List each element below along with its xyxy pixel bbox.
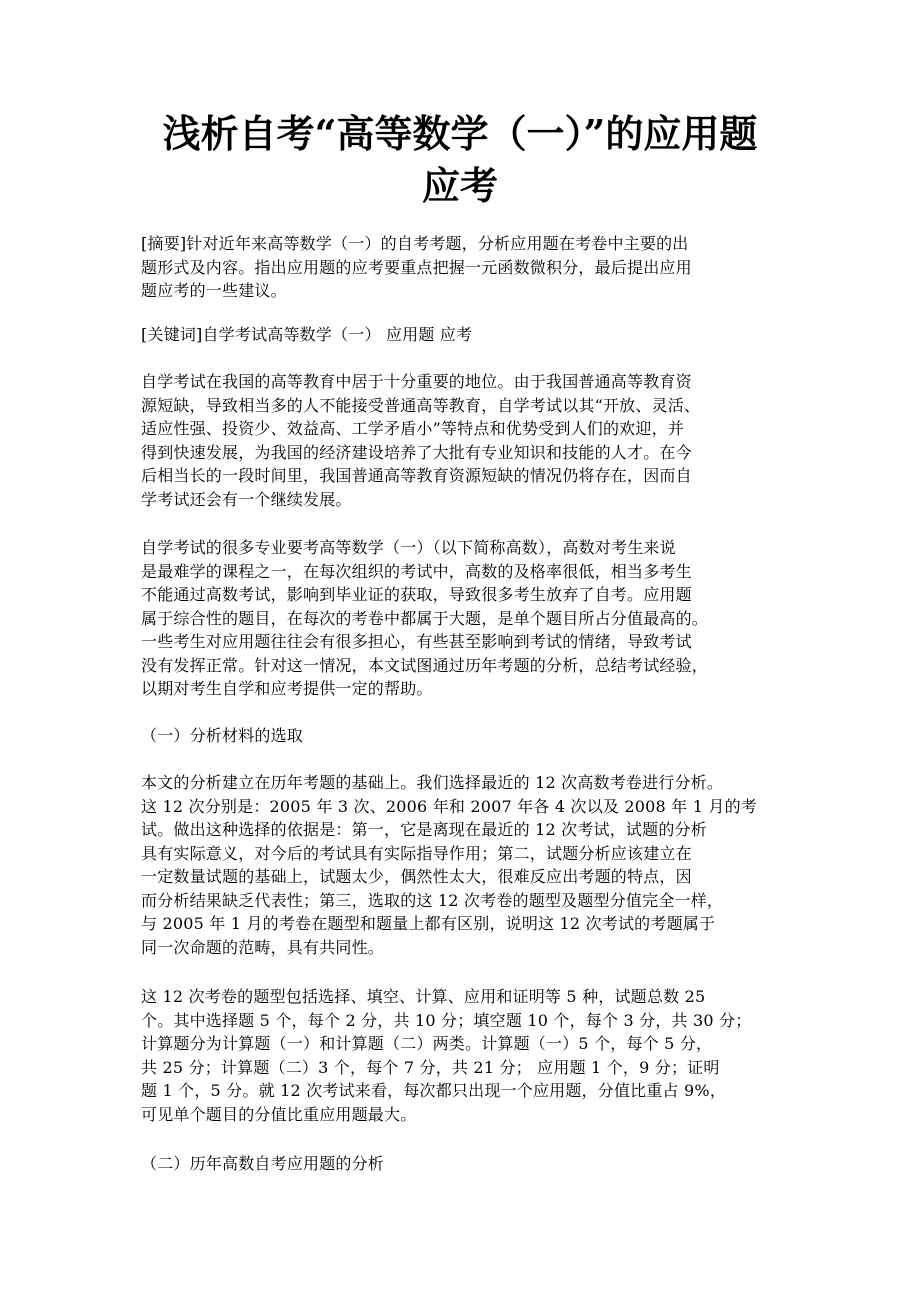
paragraph-line: 不能通过高数考试，影响到毕业证的获取，导致很多考生放弃了自考。应用题 (141, 585, 692, 604)
paragraph-line: 计算题分为计算题（一）和计算题（二）两类。计算题（一）5 个，每个 5 分， (141, 1034, 713, 1053)
paragraph-line: 一些考生对应用题往往会有很多担心，有些甚至影响到考试的情绪，导致考试 (141, 632, 692, 651)
paragraph-line: 可见单个题目的分值比重应用题最大。 (141, 1104, 417, 1124)
paragraph-line: 后相当长的一段时间里，我国普通高等教育资源短缺的情况仍将存在，因而自 (141, 466, 692, 485)
section-heading: （一）分析材料的选取 (141, 726, 304, 745)
paragraph-line: 个。其中选择题 5 个，每个 2 分，共 10 分；填空题 10 个，每个 3 分，共 30 分； (141, 1010, 752, 1030)
paragraph-line: 属于综合性的题目，在每次的考卷中都属于大题，是单个题目所占分值最高的。 (141, 608, 709, 628)
abstract (141, 232, 791, 303)
paragraph-line: 这 12 次分别是：2005 年 3 次、2006 年和 2007 年各 4 次以及 2008 年 1 月的考 (141, 796, 757, 816)
section-heading-1 (141, 724, 791, 748)
paragraph-line: 与 2005 年 1 月的考卷在题型和题量上都有区别，说明这 12 次考试的考题属于 (141, 914, 716, 933)
paragraph-line: 自学考试的很多专业要考高等数学（一）（以下简称高数），高数对考生来说 (141, 538, 676, 557)
abstract-line: 题应考的一些建议。 (141, 281, 287, 300)
keywords (141, 323, 791, 347)
paragraph-question-types (141, 985, 791, 1126)
keywords-line: [关键词]自学考试高等数学（一） 应用题 应考 (141, 325, 473, 344)
abstract-line: [摘要]针对近年来高等数学（一）的自考考题，分析应用题在考卷中主要的出 (141, 234, 689, 253)
paragraph-line: 自学考试在我国的高等教育中居于十分重要的地位。由于我国普通高等教育资 (141, 372, 692, 391)
title-line-1: 浅析自考“高等数学（一）”的应用题 (162, 111, 758, 156)
paragraph-line: 是最难学的课程之一，在每次组织的考试中，高数的及格率很低，相当多考生 (141, 561, 692, 581)
paragraph-line: 得到快速发展，为我国的经济建设培养了大批有专业知识和技能的人才。在今 (141, 442, 692, 462)
paragraph-line: 这 12 次考卷的题型包括选择、填空、计算、应用和证明等 5 种，试题总数 25 (141, 987, 706, 1006)
section-heading-2 (141, 1152, 791, 1176)
paragraph-difficulty (141, 536, 791, 701)
paragraph-intro (141, 370, 791, 511)
paragraph-line: 源短缺，导致相当多的人不能接受普通高等教育，自学考试以其“开放、灵活、 (141, 395, 701, 415)
paragraph-line: 以期对考生自学和应考提供一定的帮助。 (141, 679, 433, 698)
paragraph-line: 而分析结果缺乏代表性；第三，选取的这 12 次考卷的题型及题型分值完全一样， (141, 890, 724, 910)
document-title (100, 108, 820, 212)
paragraph-line: 具有实际意义，对今后的考试具有实际指导作用；第二，试题分析应该建立在 (141, 843, 692, 863)
title-line-2: 应考 (421, 163, 498, 208)
paragraph-line: 适应性强、投资少、效益高、工学矛盾小”等特点和优势受到人们的欢迎，并 (141, 419, 684, 438)
paragraph-line: 试。做出这种选择的依据是：第一，它是离现在最近的 12 次考试，试题的分析 (141, 820, 707, 839)
paragraph-line: 学考试还会有一个继续发展。 (141, 489, 352, 509)
section-heading: （二）历年高数自考应用题的分析 (141, 1154, 385, 1173)
paragraph-line: 没有发挥正常。针对这一情况，本文试图通过历年考题的分析，总结考试经验， (141, 655, 709, 675)
paragraph-line: 同一次命题的范畴，具有共同性。 (141, 937, 385, 957)
paragraph-line: 本文的分析建立在历年考题的基础上。我们选择最近的 12 次高数考卷进行分析。 (141, 773, 724, 792)
abstract-line: 题形式及内容。指出应用题的应考要重点把握一元函数微积分，最后提出应用 (141, 257, 692, 277)
paragraph-line: 一定数量试题的基础上，试题太少，偶然性太大，很难反应出考题的特点，因 (141, 867, 692, 886)
paragraph-material (141, 771, 791, 959)
paragraph-line: 题 1 个，5 分。就 12 次考试来看，每次都只出现一个应用题，分值比重占 9%， (141, 1081, 727, 1100)
paragraph-line: 共 25 分；计算题（二）3 个，每个 7 分，共 21 分； 应用题 1 个，9 分；证明 (141, 1057, 720, 1077)
